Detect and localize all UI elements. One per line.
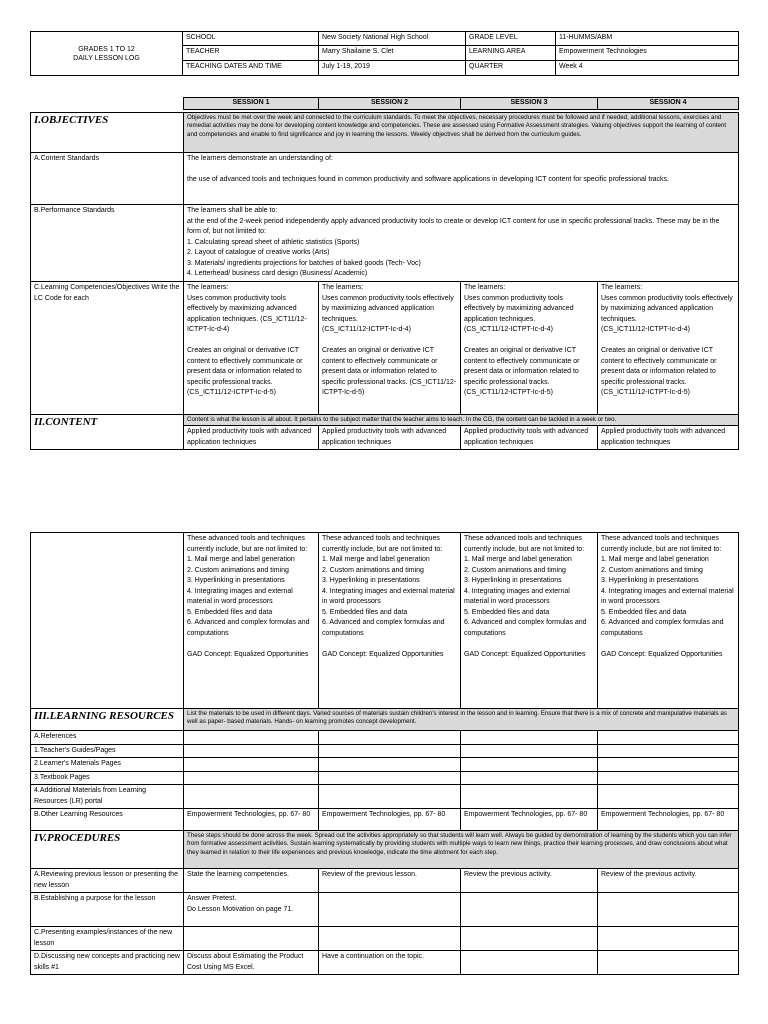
empty-cell (319, 771, 461, 785)
content-cont-label (31, 533, 184, 709)
other-resource-cell: Empowerment Technologies, pp. 67- 80 (598, 809, 739, 831)
content-note: Content is what the lesson is all about. It pertains to the subject matter that the teacher aims to teach. In the CG, the content can be tackled in a week or two. (184, 415, 739, 426)
other-resource-cell: Empowerment Technologies, pp. 67- 80 (184, 809, 319, 831)
procedure-d-label: D.Discussing new concepts and practicing new skills #1 (31, 951, 184, 975)
procedure-c-cell (461, 927, 598, 951)
empty-cell (184, 771, 319, 785)
procedure-a-cell: Review the previous activity. (461, 869, 598, 893)
other-resource-cell: Empowerment Technologies, pp. 67- 80 (319, 809, 461, 831)
grade-label: GRADE LEVEL (466, 32, 556, 46)
quarter-label: QUARTER (466, 61, 556, 76)
content-cont-cell: These advanced tools and techniques currently include, but are not limited to: 1. Mail merge and label generation 2. Custom animations and timing 3. Hyperlinking in presentations 4. Integrating images and external material in word processors 5. Embedded files and data 6. Advanced and complex formulas and computations GAD Concept: Equalized Opportunities (598, 533, 739, 709)
empty-cell (184, 785, 319, 809)
school-label: SCHOOL (183, 32, 319, 46)
content-cell: Applied productivity tools with advanced application techniques (461, 426, 598, 450)
procedure-c-label: C.Presenting examples/instances of the new lesson (31, 927, 184, 951)
content-cell: Applied productivity tools with advanced application techniques (319, 426, 461, 450)
empty-cell (461, 758, 598, 772)
performance-label: B.Performance Standards (31, 205, 184, 282)
empty-cell (461, 731, 598, 745)
resources-note: List the materials to be used in different days. Varied sources of materials sustain children's interest in the lesson and in learning. Ensure that there is a mix of concrete and manipulative materials as well as paper- based materials. Hands- on learning promotes concept development. (184, 709, 739, 731)
content-cell: Applied productivity tools with advanced application techniques (184, 426, 319, 450)
learners-materials-label: 2.Learner's Materials Pages (31, 758, 184, 772)
procedures-heading: IV.PROCEDURES (31, 831, 184, 869)
teacher-value: Marry Shailaine S. Clet (319, 46, 466, 61)
empty-cell (598, 731, 739, 745)
objectives-note: Objectives must be met over the week and connected to the curriculum standards. To meet the objectives, necessary procedures must be followed and if needed, additional lessons, exercises and remedial activities may be done for developing content knowledge and competencies. These are assessed using Formative Assessment strategies. Valuing objectives support the learning of content and competencies and enable to find significance and joy in learning the lessons. Weekly objectives shall be derived from the curriculum guides. (184, 113, 739, 153)
content-cont-cell: These advanced tools and techniques currently include, but are not limited to: 1. Mail merge and label generation 2. Custom animations and timing 3. Hyperlinking in presentations 4. Integrating images and external material in word processors 5. Embedded files and data 6. Advanced and complex formulas and computations GAD Concept: Equalized Opportunities (461, 533, 598, 709)
session-header (183, 97, 739, 110)
empty-cell (598, 771, 739, 785)
resources-heading: III.LEARNING RESOURCES (31, 709, 184, 731)
empty-cell (184, 744, 319, 758)
performance-standards: The learners shall be able to: at the end of the 2-week period independently apply advanced productivity tools to create or develop ICT content for use in specific professional tracks. These may be in the form of, but not limited to: 1. Calculating spread sheet of athletic statistics (Sports) 2. Layout of catalogue of creative works (Arts) 3. Materials/ ingredients projections for batches of baked goods (Tech- Voc) 4. Letterhead/ business card design (Business/ Academic) (184, 205, 739, 282)
quarter-value: Week 4 (556, 61, 739, 76)
competency-cell: The learners: Uses common productivity tools effectively by maximizing advanced application techniques. (CS_ICT11/12-ICTPT-Ic-d-4) Creates an original or derivative ICT content to effectively communicate or present data or information related to specific professional tracks. (CS_ICT11/12-ICTPT-Ic-d-5) (598, 282, 739, 415)
log-title (31, 32, 183, 76)
title-line1: GRADES 1 TO 12 (78, 45, 135, 53)
procedure-b-label: B.Establishing a purpose for the lesson (31, 893, 184, 927)
objectives-heading: I.OBJECTIVES (31, 113, 184, 153)
area-value: Empowerment Technologies (556, 46, 739, 61)
session-2: SESSION 2 (319, 98, 461, 110)
procedure-c-cell (598, 927, 739, 951)
empty-cell (461, 771, 598, 785)
procedure-b-cell (461, 893, 598, 927)
empty-cell (319, 785, 461, 809)
session-1: SESSION 1 (184, 98, 319, 110)
lesson-table-1 (30, 112, 739, 450)
competency-cell: The learners: Uses common productivity tools effectively by maximizing advanced application techniques. (CS_ICT11/12-ICTPT-Ic-d-4) Creates an original or derivative ICT content to effectively communicate or present data or information related to specific professional tracks. (CS_ICT11/12-ICTPT-Ic-d-5) (319, 282, 461, 415)
procedure-d-cell (461, 951, 598, 975)
content-standards: The learners demonstrate an understanding of: the use of advanced tools and techniques found in common productivity and software applications in developing ICT content for specific professional tracks. (184, 153, 739, 205)
procedure-d-cell: Have a continuation on the topic. (319, 951, 461, 975)
school-value: New Society National High School (319, 32, 466, 46)
lesson-table-2 (30, 532, 739, 975)
procedure-b-cell (319, 893, 461, 927)
procedure-a-label: A.Reviewing previous lesson or presenting the new lesson (31, 869, 184, 893)
empty-cell (319, 731, 461, 745)
empty-cell (598, 785, 739, 809)
empty-cell (319, 744, 461, 758)
teacher-label: TEACHER (183, 46, 319, 61)
grade-value: 11-HUMMS/ABM (556, 32, 739, 46)
content-heading: II.CONTENT (31, 415, 184, 450)
references-label: A.References (31, 731, 184, 745)
title-line2: DAILY LESSON LOG (73, 54, 140, 62)
competencies-label: C.Learning Competencies/Objectives Write the LC Code for each (31, 282, 184, 415)
session-3: SESSION 3 (461, 98, 598, 110)
procedure-a-cell: Review of the previous lesson. (319, 869, 461, 893)
procedure-c-cell (319, 927, 461, 951)
procedures-note: These steps should be done across the week. Spread out the activities appropriately so that students will learn well. Always be guided by demonstration of learning by the students which you can infer from formative assessment activities. Sustain learning systematically by providing students with multiple ways to learn new things, practice their learning processes, and draw conclusions about what they learned in relation to their life experiences and previous knowledge, indicate the time allotment for each step. (184, 831, 739, 869)
empty-cell (598, 758, 739, 772)
empty-cell (184, 731, 319, 745)
procedure-c-cell (184, 927, 319, 951)
dates-label: TEACHING DATES AND TIME (183, 61, 319, 76)
teachers-guide-label: 1.Teacher's Guides/Pages (31, 744, 184, 758)
additional-materials-label: 4.Additional Materials from Learning Resources (LR) portal (31, 785, 184, 809)
competency-cell: The learners: Uses common productivity tools effectively by maximizing advanced application techniques. (CS_ICT11/12-ICTPT-Ic-d-4) Creates an original or derivative ICT content to effectively communicate or present data or information related to specific professional tracks. (CS_ICT11/12-ICTPT-Ic-d-5) (184, 282, 319, 415)
other-resource-cell: Empowerment Technologies, pp. 67- 80 (461, 809, 598, 831)
procedure-a-cell: Review of the previous activity. (598, 869, 739, 893)
empty-cell (461, 744, 598, 758)
dates-value: July 1-19, 2019 (319, 61, 466, 76)
procedure-d-cell (598, 951, 739, 975)
content-cell: Applied productivity tools with advanced application techniques (598, 426, 739, 450)
header-table (30, 31, 739, 76)
procedure-b-cell: Answer Pretest. Do Lesson Motivation on page 71. (184, 893, 319, 927)
empty-cell (184, 758, 319, 772)
content-cont-cell: These advanced tools and techniques currently include, but are not limited to: 1. Mail merge and label generation 2. Custom animations and timing 3. Hyperlinking in presentations 4. Integrating images and external material in word processors 5. Embedded files and data 6. Advanced and complex formulas and computations GAD Concept: Equalized Opportunities (319, 533, 461, 709)
procedure-d-cell: Discuss about Estimating the Product Cost Using MS Excel. (184, 951, 319, 975)
content-cont-cell: These advanced tools and techniques currently include, but are not limited to: 1. Mail merge and label generation 2. Custom animations and timing 3. Hyperlinking in presentations 4. Integrating images and external material in word processors 5. Embedded files and data 6. Advanced and complex formulas and computations GAD Concept: Equalized Opportunities (184, 533, 319, 709)
procedure-a-cell: State the learning competencies. (184, 869, 319, 893)
area-label: LEARNING AREA (466, 46, 556, 61)
other-resources-label: B.Other Learning Resources (31, 809, 184, 831)
content-standards-label: A.Content Standards (31, 153, 184, 205)
empty-cell (598, 744, 739, 758)
textbook-label: 3.Textbook Pages (31, 771, 184, 785)
competency-cell: The learners: Uses common productivity tools effectively by maximizing advanced application techniques. (CS_ICT11/12-ICTPT-Ic-d-4) Creates an original or derivative ICT content to effectively communicate or present data or information related to specific professional tracks. (CS_ICT11/12-ICTPT-Ic-d-5) (461, 282, 598, 415)
session-4: SESSION 4 (598, 98, 739, 110)
empty-cell (319, 758, 461, 772)
procedure-b-cell (598, 893, 739, 927)
empty-cell (461, 785, 598, 809)
